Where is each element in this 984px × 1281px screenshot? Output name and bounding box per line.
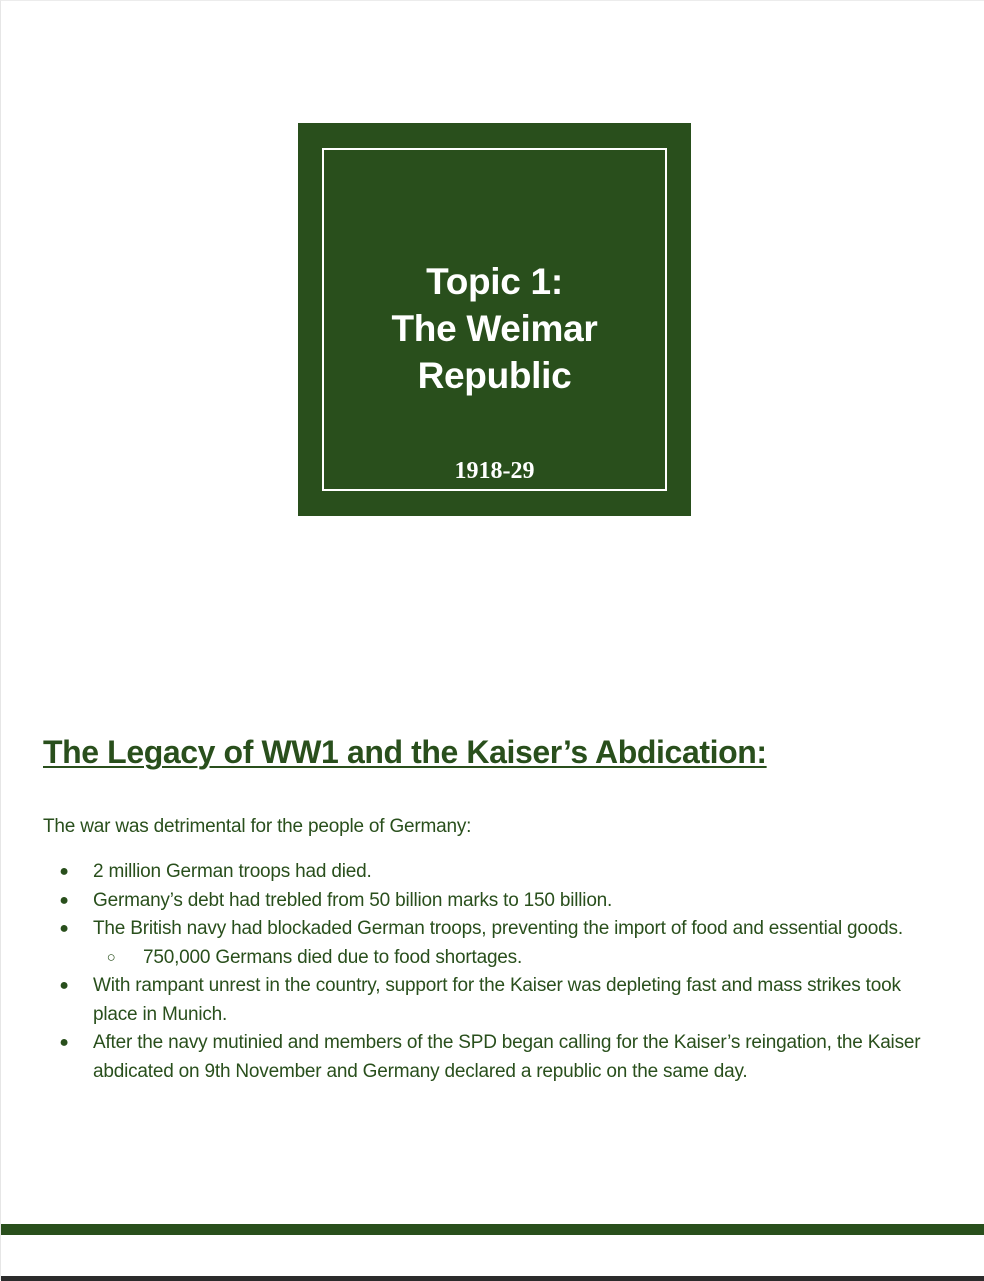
bullet-marker-icon: ● [59, 863, 69, 880]
bullet-marker-icon: ● [59, 920, 69, 937]
list-item [1, 1029, 984, 1086]
topic-title [324, 258, 665, 399]
topic-title-line: Topic 1: [426, 261, 563, 302]
list-item-text: With rampant unrest in the country, support for the Kaiser was depleting fast and mass strikes took place in Munich. [93, 975, 901, 1025]
topic-years: 1918-29 [454, 458, 535, 484]
topic-title-line: Republic [417, 355, 572, 396]
list-item [1, 972, 984, 1029]
page-bottom-edge [1, 1276, 984, 1281]
list-item-text: The British navy had blockaded German troops, preventing the import of food and essential goods. [93, 918, 903, 939]
title-card-frame [322, 148, 667, 491]
sub-list-item-text: 750,000 Germans died due to food shortages. [143, 946, 523, 968]
list-item-text: After the navy mutinied and members of the SPD began calling for the Kaiser’s reingation, the Kaiser abdicated on 9th November and Germany declared a republic on the same day. [93, 1032, 921, 1082]
bullet-marker-icon: ● [59, 891, 69, 909]
list-item [1, 887, 984, 916]
list-item [1, 858, 984, 887]
bullet-marker-icon: ● [59, 977, 69, 994]
footer-accent-bar [1, 1224, 984, 1235]
bullet-marker-icon: ● [59, 1034, 69, 1051]
topic-title-line: The Weimar [391, 308, 598, 349]
sub-list-item [1, 944, 984, 973]
section-intro: The war was detrimental for the people of Germany: [43, 816, 472, 837]
list-item [1, 915, 984, 944]
topic-title-card [298, 123, 691, 516]
sub-bullet-marker-icon: ○ [106, 948, 116, 966]
list-item-text: Germany’s debt had trebled from 50 billion marks to 150 billion. [93, 889, 613, 911]
section-heading: The Legacy of WW1 and the Kaiser’s Abdication: [43, 734, 767, 770]
list-item-text: 2 million German troops had died. [93, 861, 372, 882]
bullet-list [1, 858, 984, 1086]
